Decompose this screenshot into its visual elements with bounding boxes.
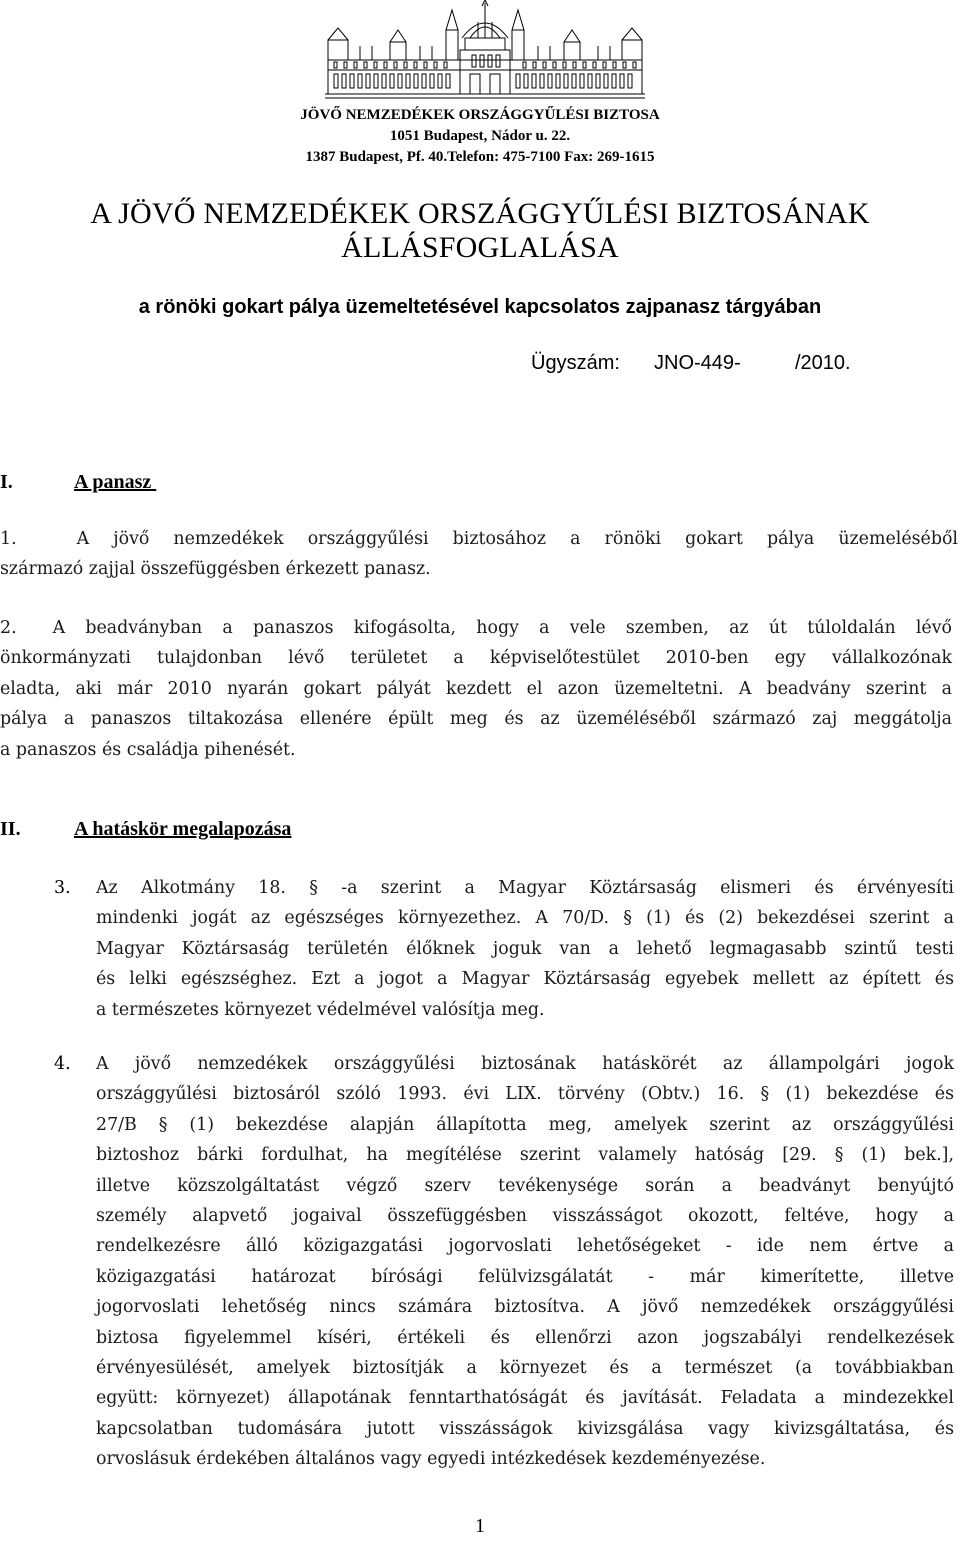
institution-name: JÖVŐ NEMZEDÉKEK ORSZÁGGYŰLÉSI BIZTOSA: [300, 107, 660, 123]
section-1-number: I.: [0, 471, 13, 493]
paragraph-line: mindenki jogát az egészséges környezethez. A 70/D. § (1) és (2) bekezdései szerint a: [96, 908, 954, 929]
paragraph-2: [0, 613, 952, 765]
paragraph-line: eladta, aki már 2010 nyarán gokart pályát kezdett el azon üzemeltetni. A beadvány szerint a: [0, 678, 952, 699]
paragraph-line: biztoshoz bárki fordulhat, ha megítélése szerint valamely hatóság [29. § (1) bek.],: [96, 1145, 954, 1166]
document-title-line1: A JÖVŐ NEMZEDÉKEK ORSZÁGGYŰLÉSI BIZTOSÁNAK: [90, 197, 870, 230]
paragraph-line: illetve közszolgáltatást végző szerv tevékenysége során a beadványt benyújtó: [96, 1175, 954, 1196]
paragraph-number: 1.: [0, 529, 17, 549]
page-number: 1: [475, 1515, 485, 1537]
paragraph-line: orvoslásuk érdekében általános vagy egyedi intézkedések kezdeményezése.: [96, 1449, 766, 1470]
paragraph-line: [0, 613, 952, 643]
paragraph-line: rendelkezésre álló közigazgatási jogorvoslati lehetőségeket - ide nem értve a: [96, 1236, 954, 1257]
paragraph-text: A jövő nemzedékek országgyűlési biztosához a rönöki gokart pálya üzemeléséből: [76, 529, 958, 549]
paragraph-line: együtt: környezet) állapotának fenntarthatóságát és javítását. Feladata a mindezekkel: [96, 1388, 954, 1409]
case-number-value: JNO-449-: [654, 352, 741, 374]
section-2-number: II.: [0, 818, 21, 840]
parliament-building-icon: [320, 0, 650, 102]
paragraph-line: biztosa figyelemmel kíséri, értékeli és ellenőrzi azon jogszabályi rendelkezések: [96, 1327, 954, 1348]
paragraph-4: [96, 1049, 954, 1475]
paragraph-line: a panaszos és családja pihenését.: [0, 739, 296, 760]
paragraph-line: országgyűlési biztosáról szóló 1993. évi LIX. törvény (Obtv.) 16. § (1) bekezdése és: [96, 1084, 954, 1105]
paragraph-line: érvényesülését, amelyek biztosítják a környezet és a természet (a továbbiakban: [96, 1358, 954, 1379]
paragraph-1: [0, 524, 958, 585]
paragraph-line: önkormányzati tulajdonban lévő területet a képviselőtestület 2010-ben egy vállalkozónak: [0, 648, 952, 669]
paragraph-line: és lelki egészséghez. Ezt a jogot a Magyar Köztársaság egyebek mellett az épített és: [96, 969, 954, 990]
document-title-line2: ÁLLÁSFOGLALÁSA: [341, 231, 619, 264]
parliament-logo: [320, 0, 650, 102]
paragraph-line: [0, 524, 958, 554]
paragraph-number: 2.: [0, 618, 17, 638]
institution-address: 1051 Budapest, Nádor u. 22.: [389, 128, 571, 144]
paragraph-text: A beadványban a panaszos kifogásolta, hogy a vele szemben, az út túloldalán lévő: [52, 618, 952, 638]
document-subtitle: a rönöki gokart pálya üzemeltetésével kapcsolatos zajpanasz tárgyában: [138, 296, 822, 318]
section-2-title: A hatáskör megalapozása: [74, 818, 292, 840]
paragraph-line: származó zajjal összefüggésben érkezett panasz.: [0, 559, 431, 580]
paragraph-line: kapcsolatban tudomására jutott visszásságok kivizsgálása vagy kivizsgáltatása, és: [96, 1418, 954, 1439]
paragraph-line: a természetes környezet védelmével valósítja meg.: [96, 999, 545, 1020]
section-1-title: A panasz: [74, 471, 152, 493]
institution-contact: 1387 Budapest, Pf. 40.Telefon: 475-7100 Fax: 269-1615: [305, 149, 655, 165]
paragraph-3-number: 3.: [54, 878, 71, 898]
paragraph-line: közigazgatási határozat bírósági felülvizsgálatát - már kimerítette, illetve: [96, 1266, 954, 1287]
paragraph-line: 27/B § (1) bekezdése alapján állapította meg, amelyek szerint az országgyűlési: [96, 1114, 954, 1135]
paragraph-line: A jövő nemzedékek országgyűlési biztosának hatáskörét az állampolgári jogok: [96, 1054, 954, 1074]
case-number-label: Ügyszám:: [531, 352, 620, 374]
case-number-year: /2010.: [795, 352, 851, 374]
paragraph-line: Az Alkotmány 18. § -a szerint a Magyar Köztársaság elismeri és érvényesíti: [96, 878, 954, 898]
paragraph-line: jogorvoslati lehetőség nincs számára biztosítva. A jövő nemzedékek országgyűlési: [96, 1297, 954, 1318]
paragraph-4-number: 4.: [54, 1054, 71, 1074]
paragraph-3: [96, 873, 954, 1025]
paragraph-line: Magyar Köztársaság területén élőknek joguk van a lehető legmagasabb szintű testi: [96, 938, 954, 959]
paragraph-line: személy alapvető jogaival összefüggésben visszásságot okozott, feltéve, hogy a: [96, 1206, 954, 1227]
paragraph-line: pálya a panaszos tiltakozása ellenére épült meg és az üzeméléséből származó zaj meggátolja: [0, 709, 952, 730]
